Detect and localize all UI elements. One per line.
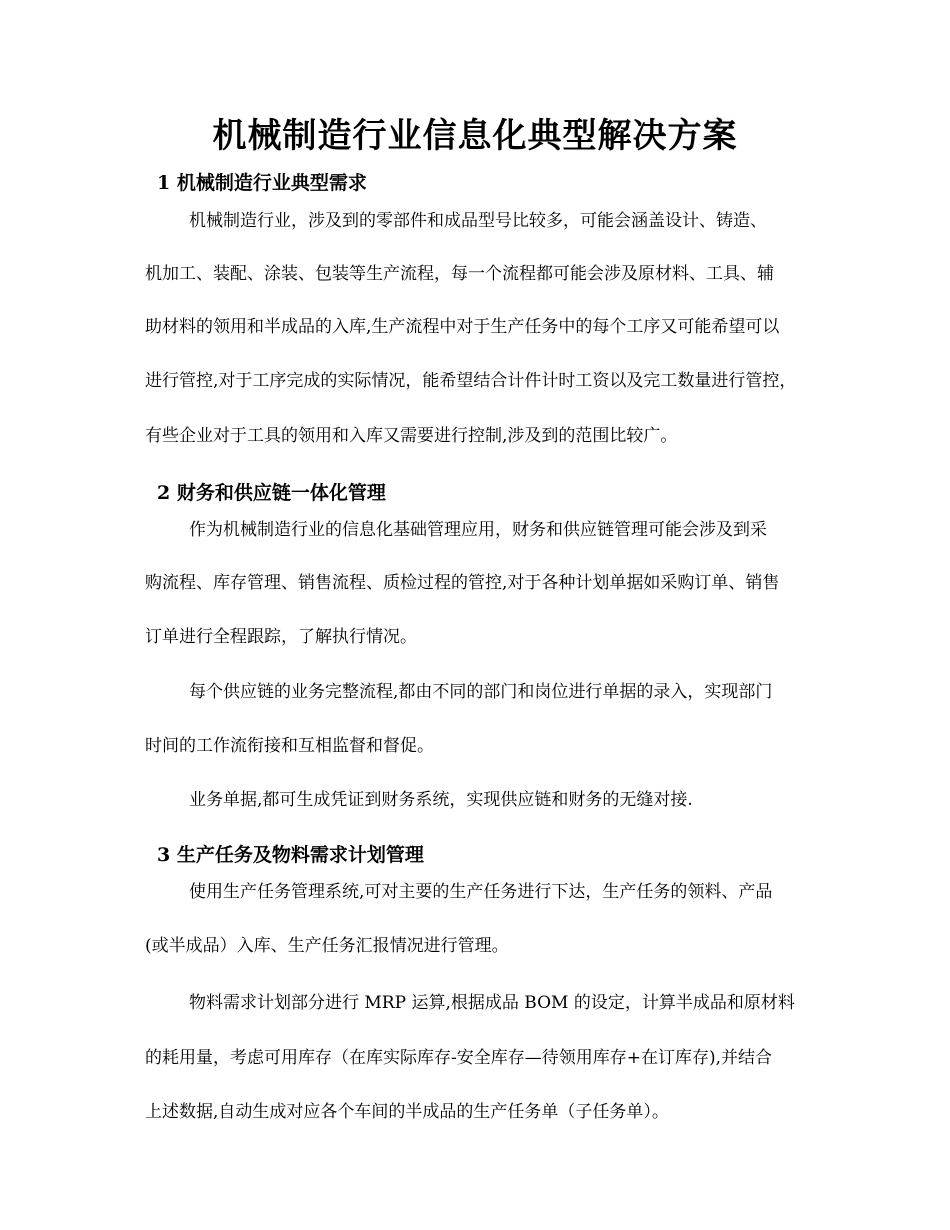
section-2-line-5: 时间的工作流衔接和互相监督和督促。 bbox=[145, 736, 434, 756]
section-2-line-6: 业务单据,都可生成凭证到财务系统，实现供应链和财务的无缝对接. bbox=[189, 790, 693, 810]
section-2-line-2: 购流程、库存管理、销售流程、质检过程的管控,对于各种计划单据如采购订单、销售 bbox=[145, 573, 780, 593]
section-1-line-1: 机械制造行业，涉及到的零部件和成品型号比较多，可能会涵盖设计、铸造、 bbox=[189, 211, 767, 231]
section-2-heading: 2 财务和供应链一体化管理 bbox=[157, 482, 386, 504]
section-1-line-2: 机加工、装配、涂装、包装等生产流程，每一个流程都可能会涉及原材料、工具、辅 bbox=[145, 264, 774, 284]
section-3-line-3: 物料需求计划部分进行 MRP 运算,根据成品 BOM 的设定，计算半成品和原材料 bbox=[189, 993, 795, 1013]
section-2-line-4: 每个供应链的业务完整流程,都由不同的部门和岗位进行单据的录入，实现部门 bbox=[189, 682, 773, 702]
section-1-line-3: 助材料的领用和半成品的入库,生产流程中对于生产任务中的每个工序又可能希望可以 bbox=[145, 317, 780, 337]
section-3-line-5: 上述数据,自动生成对应各个车间的半成品的生产任务单（子任务单）。 bbox=[145, 1102, 669, 1122]
section-3-heading: 3 生产任务及物料需求计划管理 bbox=[157, 844, 424, 866]
section-1-line-4: 进行管控,对于工序完成的实际情况，能希望结合计件计时工资以及完工数量进行管控， bbox=[145, 371, 797, 391]
section-3-line-2: (或半成品）入库、生产任务汇报情况进行管理。 bbox=[145, 936, 509, 956]
section-2-line-3: 订单进行全程跟踪，了解执行情况。 bbox=[145, 627, 417, 647]
section-3-line-1: 使用生产任务管理系统,可对主要的生产任务进行下达，生产任务的领料、产品 bbox=[189, 882, 773, 902]
section-3-line-4: 的耗用量，考虑可用库存（在库实际库存-安全库存—待领用库存+在订库存),并结合 bbox=[145, 1048, 773, 1068]
document-title: 机械制造行业信息化典型解决方案 bbox=[212, 116, 738, 156]
section-1-heading: 1 机械制造行业典型需求 bbox=[157, 172, 367, 194]
section-1-line-5: 有些企业对于工具的领用和入库又需要进行控制,涉及到的范围比较广。 bbox=[145, 426, 678, 446]
section-2-line-1: 作为机械制造行业的信息化基础管理应用，财务和供应链管理可能会涉及到采 bbox=[189, 520, 767, 540]
